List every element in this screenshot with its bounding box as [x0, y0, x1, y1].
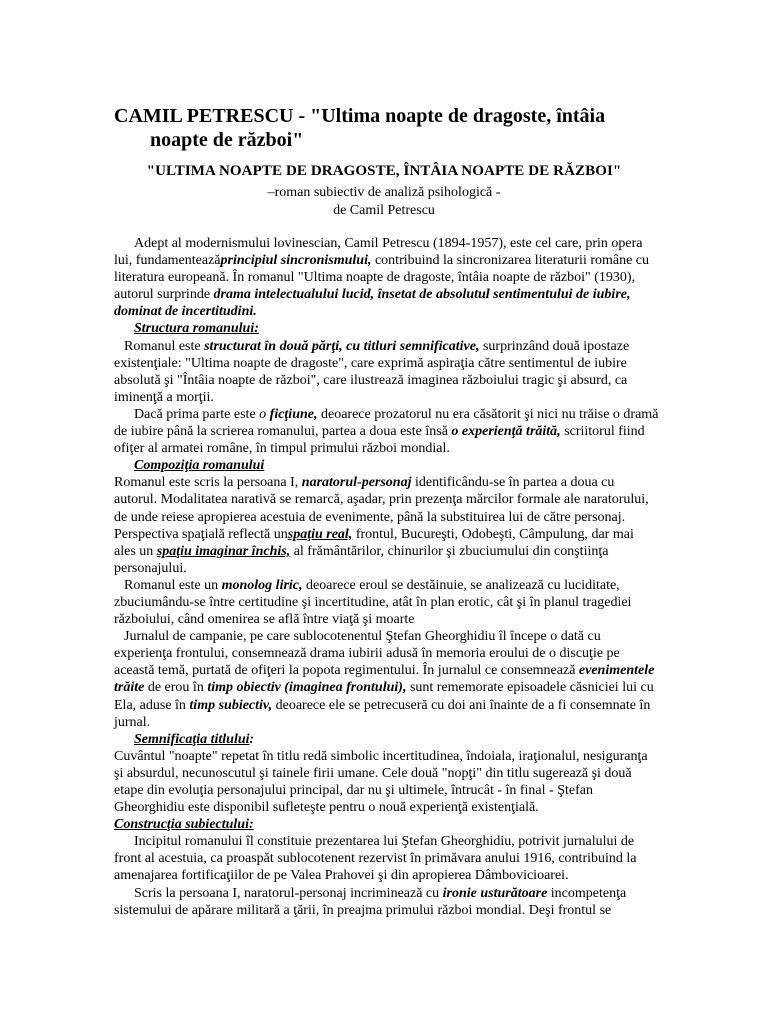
- title-line-2: noapte de război": [150, 129, 304, 151]
- constructia-paragraph-2: Scris la persoana I, naratorul-personaj incriminează cu ironie usturătoare incompetenţa sistemului de apărare militară a ţării, în preajma primului război mondial. Deşi frontul se: [114, 885, 627, 918]
- compozitia-paragraph-3: Jurnalul de campanie, pe care sublocotenentul Ştefan Gheorghidiu îl începe o dată cu experienţa frontului, consemnează drama iubirii adusă în memoria eroului de o discuţie pe această temă, purtată de ofiţeri la popota regimentului. În jurnalul ce consemnează evenimentele trăite de erou în timp obiectiv (imaginea frontului), sunt rememorate episoadele căsniciei lui cu Ela, aduse în timp subiectiv, deoarece ele se petrecuseră cu doi ani înainte de a fi consemnate în jurnal.: [114, 629, 655, 730]
- title-line-1: CAMIL PETRESCU - "Ultima noapte de dragoste, întâia: [114, 105, 606, 127]
- intro-paragraph: Adept al modernismului lovinescian, Camil Petrescu (1894-1957), este cel care, prin opera lui, fundamenteazăprincipiul sincronismului, contribuind la sincronizarea literaturii române cu literatura europeană. În romanul "Ultima noapte de dragoste, întâia noapte de război" (1930), autorul surprinde drama intelectualului lucid, însetat de absolutul sentimentului de iubire, dominat de incertitudini.: [114, 236, 650, 320]
- document-body: [114, 235, 659, 919]
- section-heading-compozitia: Compoziţia romanului: [134, 458, 265, 474]
- compozitia-paragraph-1: Romanul este scris la persoana I, naratorul-personaj identificându-se în partea a doua cu autorul. Modalitatea narativă se remarcă, aşadar, prin prezenţa mărcilor formale ale naratorului, de unde reiese apropierea acestuia de evenimente, până la substituirea lui de către personaj. Perspectiva spaţială reflectă unspaţiu real, frontul, Bucureşti, Odobeşti, Câmpulung, dar mai ales un spaţiu imaginar închis, al frământărilor, chinurilor şi zbuciumului din conştiinţa personajului.: [114, 475, 649, 576]
- author-line: de Camil Petrescu: [333, 203, 435, 218]
- section-heading-constructia: Construcţia subiectului:: [114, 817, 254, 833]
- subtitle: "ULTIMA NOAPTE DE DRAGOSTE, ÎNTÂIA NOAPTE DE RĂZBOI": [146, 163, 622, 179]
- section-heading-semnificatia: Semnificaţia titlului:: [134, 731, 255, 747]
- compozitia-paragraph-2: Romanul este un monolog liric, deoarece eroul se destăinuie, se analizează cu luciditate, zbuciumându-se între certitudine şi incertitudine, atât în plan erotic, cât şi în planul tragediei războiului, când omenirea se află între viaţă şi moarte: [114, 577, 632, 628]
- structura-paragraph-1: Romanul este structurat în două părţi, cu titluri semnificative, surprinzând două ipostaze existenţiale: "Ultima noapte de dragoste", care exprimă aspiraţia către sentimentul de iubire absolută şi "Întâia noapte de război", care ilustrează imaginea războiului tragic şi absurd, ca iminenţă a morţii.: [114, 338, 630, 405]
- document-title: [114, 104, 674, 152]
- semnificatia-paragraph: Cuvântul "noapte" repetat în titlu redă simbolic incertitudinea, îndoiala, iraţionalul, nesiguranţa şi absurdul, necunoscutul şi tainele firii umane. Cele două "nopţi" din titlu sugerează şi două etape din evoluţia personajului principal, dar nu şi ultimele, întrucât - în final - Ştefan Gheorghidiu este disponibil sufleteşte pentru o nouă experienţă existenţială.: [114, 748, 648, 816]
- constructia-paragraph-1: Incipitul romanului îl constituie prezentarea lui Ştefan Gheorghidiu, potrivit jurnalului de front al acestuia, ca proaspăt sublocotenent rezervist în primăvara anului 1916, contribuind la amenajarea fortificaţiilor de pe Valea Prahovei şi din apropierea Dâmbovicioarei.: [114, 834, 637, 884]
- genre-line: –roman subiectiv de analiză psihologică -: [267, 185, 501, 200]
- structura-paragraph-2: Dacă prima parte este o ficţiune, deoarece prozatorul nu era căsătorit şi nici nu trăise o dramă de iubire până la scrierea romanului, partea a doua este însă o experienţă trăită, scriitorul fiind ofiţer al armatei române, în timpul primului război mondial.: [114, 406, 659, 457]
- section-heading-structura: Structura romanului:: [134, 321, 259, 337]
